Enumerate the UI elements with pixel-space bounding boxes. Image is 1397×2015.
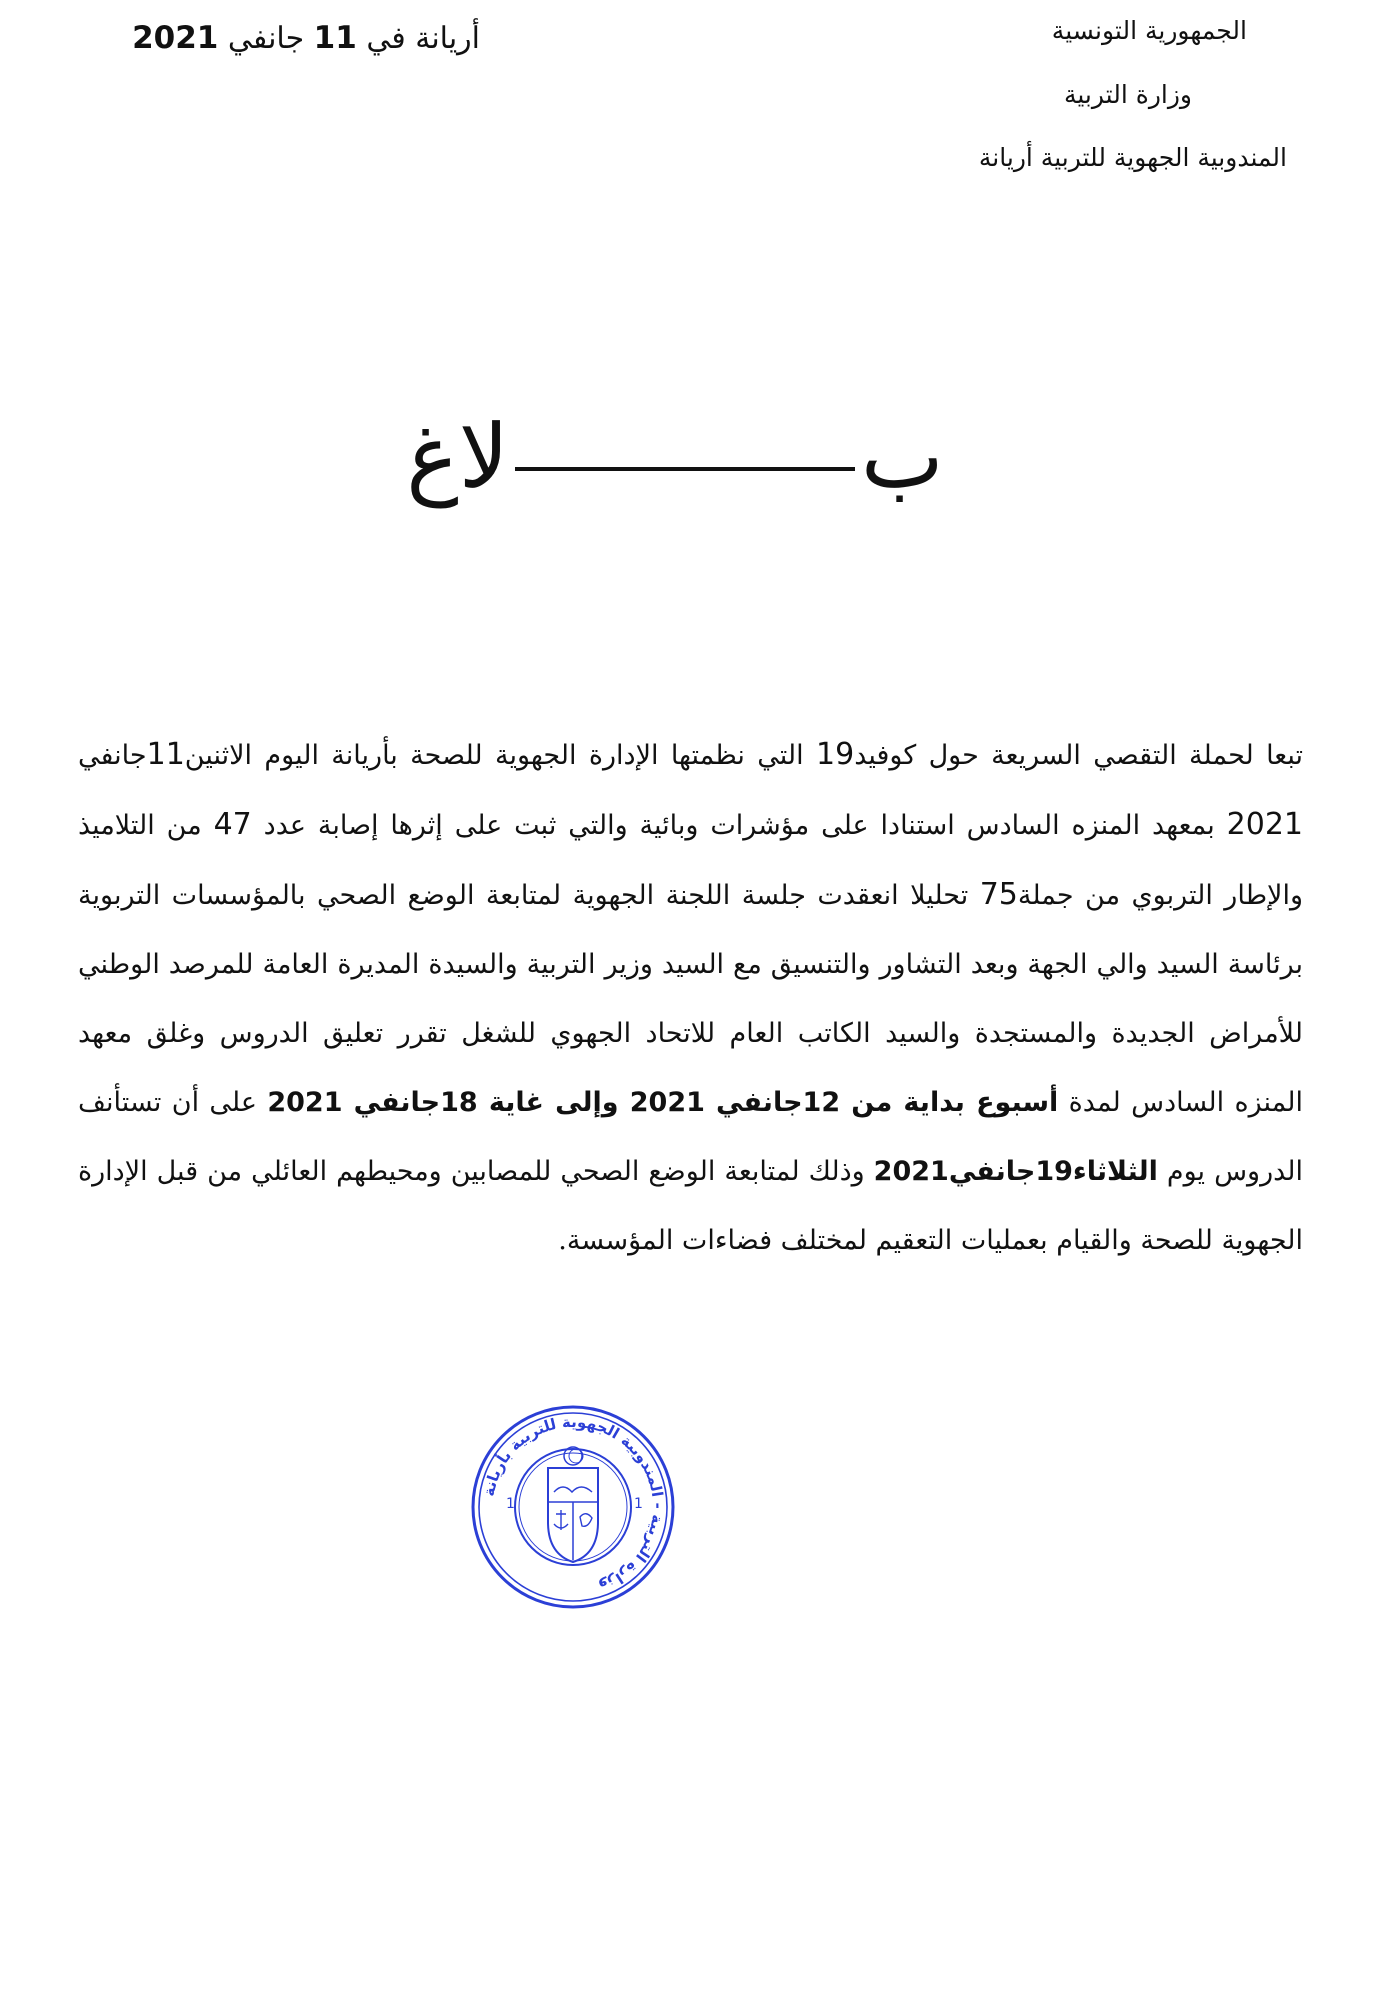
body-number: 47	[213, 807, 252, 842]
republic-name: الجمهورية التونسية	[1051, 16, 1247, 45]
date-year: 2021	[132, 20, 219, 56]
regional-delegation-name: المندوبية الجهوية للتربية أريانة	[978, 143, 1287, 172]
seal-left-number: 1	[506, 1496, 515, 1512]
date-day: 11	[313, 20, 357, 56]
title-kashida-stroke	[515, 467, 855, 471]
body-segment: تحليلا انعقدت جلسة اللجنة الجهوية لمتابعة الوضع الصحي بالمؤسسات التربوية برئاسة السيد والي الجهة وبعد التشاور والتنسيق مع السيد وزير التربية والسيدة المديرة العامة للمرصد الوطني للأمراض الجديدة والمستجدة والسيد الكاتب العام للاتحاد الجهوي للشغل تقرر تعليق الدروس وغلق معهد المنزه السادس لمدة	[78, 880, 1303, 1118]
letterhead	[887, 18, 1287, 175]
body-segment: بمعهد المنزه السادس استنادا على مؤشرات وبائية والتي ثبت على إثرها إصابة عدد	[251, 810, 1227, 841]
date-month: جانفي	[227, 21, 305, 56]
body-segment: وذلك لمتابعة الوضع الصحي للمصابين ومحيطهم العائلي من قبل الإدارة الجهوية للصحة والقيام بعمليات التعقيم لمختلف فضاءات المؤسسة.	[78, 1156, 1303, 1256]
title-rest: لاغ	[406, 405, 509, 508]
body-segment: التي نظمتها الإدارة الجهوية للصحة بأريانة اليوم الاثنين	[184, 740, 816, 771]
date-place: أريانة في	[366, 21, 480, 56]
title-first-letter: ب	[860, 405, 944, 508]
body-segment: من التلاميذ والإطار التربوي من جملة	[78, 810, 1303, 911]
date-line	[132, 20, 480, 56]
body-number: 11	[146, 737, 185, 772]
closure-period-bold: أسبوع بداية من 12جانفي 2021 وإلى غاية 18جانفي 2021	[267, 1087, 1059, 1118]
seal-outer-text: وزارة التربية - المندوبية الجهوية للتربية بأريانة	[479, 1412, 668, 1597]
body-number: 19	[816, 737, 855, 772]
document-title	[370, 405, 980, 525]
resume-date-bold: الثلاثاء19جانفي2021	[873, 1156, 1158, 1187]
ministry-name: وزارة التربية	[1063, 80, 1192, 109]
official-seal	[468, 1402, 678, 1612]
body-number: 75	[979, 877, 1018, 912]
seal-right-number: 1	[634, 1496, 643, 1512]
body-segment: تبعا لحملة التقصي السريعة حول كوفيد	[854, 740, 1303, 771]
body-segment: جانفي	[78, 740, 147, 771]
body-segment: على أن تستأنف الدروس يوم	[78, 1087, 1304, 1187]
announcement-body	[78, 720, 1303, 1275]
body-number: 2021	[1226, 807, 1303, 842]
